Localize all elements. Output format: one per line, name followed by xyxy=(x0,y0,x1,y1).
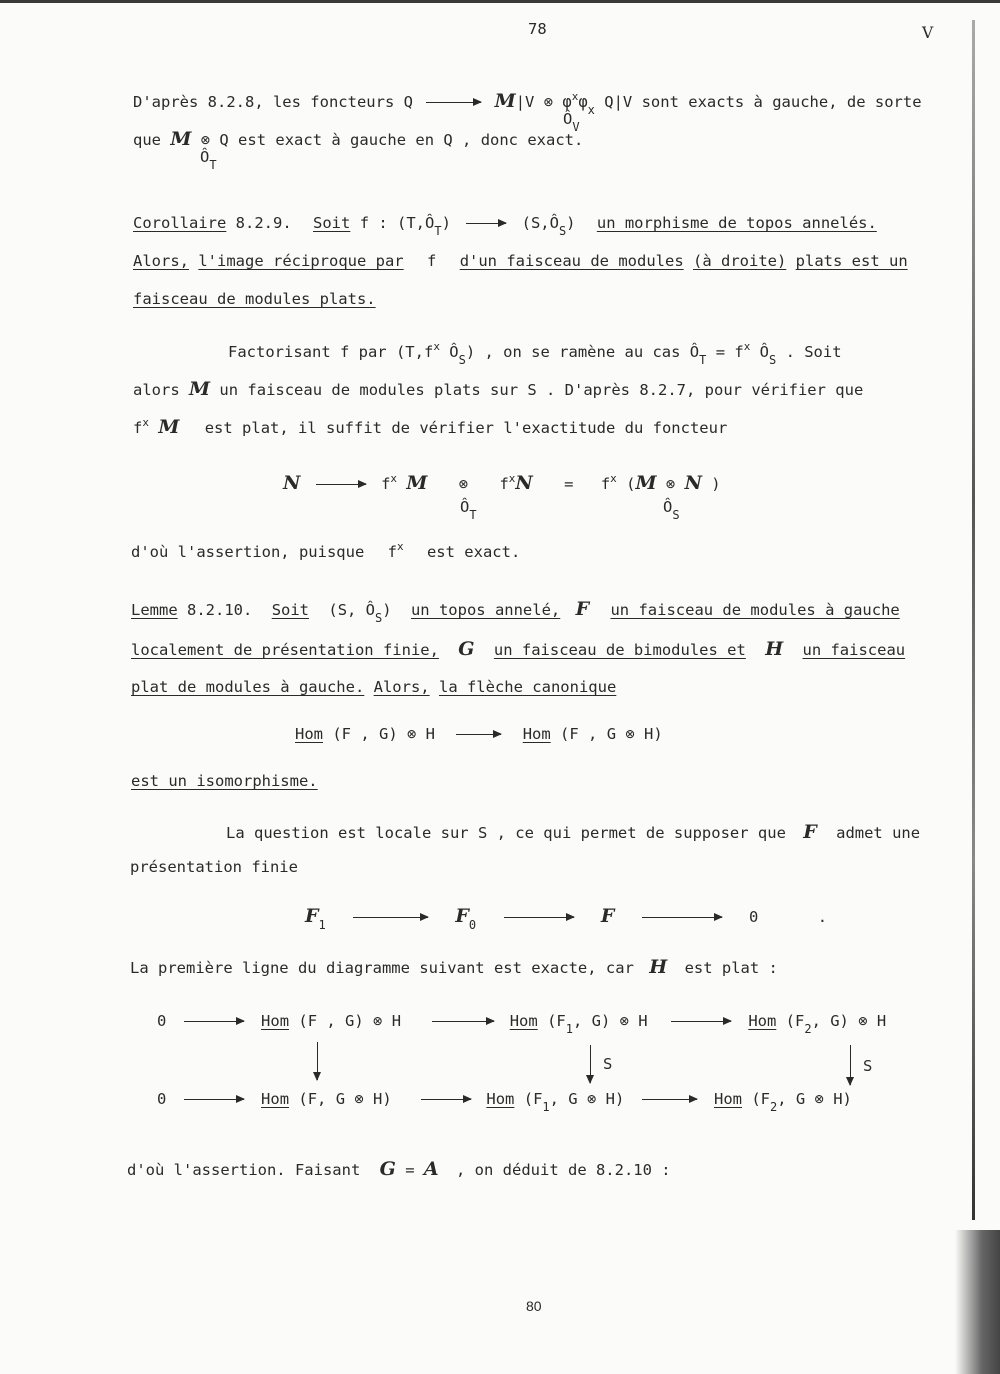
lemma-line2: localement de présentation finie, G un faisceau de bimodules et H un faisceau xyxy=(131,638,906,660)
equation-1: N $f^x$ M ⊗ $f^xN = f^x$ (M ⊗ N ) xyxy=(283,472,721,494)
iso-label-1: S xyxy=(603,1055,613,1073)
final-line: d'où l'assertion. Faisant G = A , on déduit de 8.2.10 : xyxy=(127,1158,671,1180)
corollary-line2: Alors, l'image réciproque par f d'un faisceau de modules (à droite) plats est un xyxy=(133,252,908,270)
corollary-line3: faisceau de modules plats. xyxy=(133,290,376,308)
vertical-arrow-3 xyxy=(850,1045,851,1085)
proof1-line2: alors M un faisceau de modules plats sur S . D'après 8.2.7, pour vérifier que xyxy=(133,378,864,400)
p1-line2: que M ⊗ Q est exact à gauche en Q , donc exact. xyxy=(133,128,584,150)
proof1-line1: Factorisant f par ($T,f^x$ $Ô_S$) , on se ramène au cas $Ô_T = f^x$ $Ô_S$ . Soit xyxy=(228,340,842,367)
page-number-top: 78 xyxy=(528,20,547,38)
p1-line1: D'après 8.2.8, les foncteurs Q M|V ⊗ $\varphi^x\varphi_x$ Q|V sont exacts à gauche, de sorte xyxy=(133,90,922,117)
diagram-intro: La première ligne du diagramme suivant est exacte, car H est plat : xyxy=(130,956,778,978)
p1-ot: $Ô_T$ xyxy=(200,148,217,172)
page-edge-shadow xyxy=(972,20,975,1220)
proof2-line2: présentation finie xyxy=(130,858,298,876)
mapsto-arrow xyxy=(426,102,481,103)
lemma-iso: est un isomorphisme. xyxy=(131,772,318,790)
proof2-line1: La question est locale sur S , ce qui permet de supposer que F admet une xyxy=(226,821,921,843)
after-eq1: d'où l'assertion, puisque $f^x$ est exact. xyxy=(131,540,521,561)
corollary-line1: Corollaire 8.2.9. Soit f : $(T,Ô_T)$ $(S,Ô_S)$ un morphisme de topos annelés. xyxy=(133,214,877,238)
iso-label-2: S xyxy=(863,1057,873,1075)
lemma-line1: Lemme 8.2.10. Soit (S, $Ô_S$) un topos annelé, F un faisceau de modules à gauche xyxy=(131,598,900,625)
diagram-row-1: 0 Hom (F , G) ⊗ H Hom ($F_1$, G) ⊗ H Hom ($F_2$, G) ⊗ H xyxy=(157,1012,887,1036)
proof1-line3: $f^x$ M est plat, il suffit de vérifier l'exactitude du foncteur xyxy=(133,416,728,438)
p1-ov: $Ô_V$ xyxy=(563,110,580,134)
equation-2: Hom (F , G) ⊗ H Hom (F , G ⊗ H) xyxy=(295,725,663,743)
vertical-arrow-2 xyxy=(590,1045,591,1083)
lemma-line3: plat de modules à gauche. Alors, la flèche canonique xyxy=(131,678,617,696)
equation-3: $F_1$ $F_0$ F 0 . xyxy=(305,905,828,932)
page-corner-shadow xyxy=(955,1230,1000,1374)
top-rule xyxy=(0,0,1000,3)
diagram-row-2: 0 Hom (F, G ⊗ H) Hom ($F_1$, G ⊗ H) Hom ($F_2$, G ⊗ H) xyxy=(157,1090,852,1114)
eq1-ot: $Ô_T$ xyxy=(460,498,477,522)
eq1-os: $Ô_S$ xyxy=(663,498,680,522)
page-number-bottom: 80 xyxy=(526,1298,542,1314)
chapter-marker: V xyxy=(922,24,934,42)
vertical-arrow-1 xyxy=(317,1042,318,1080)
